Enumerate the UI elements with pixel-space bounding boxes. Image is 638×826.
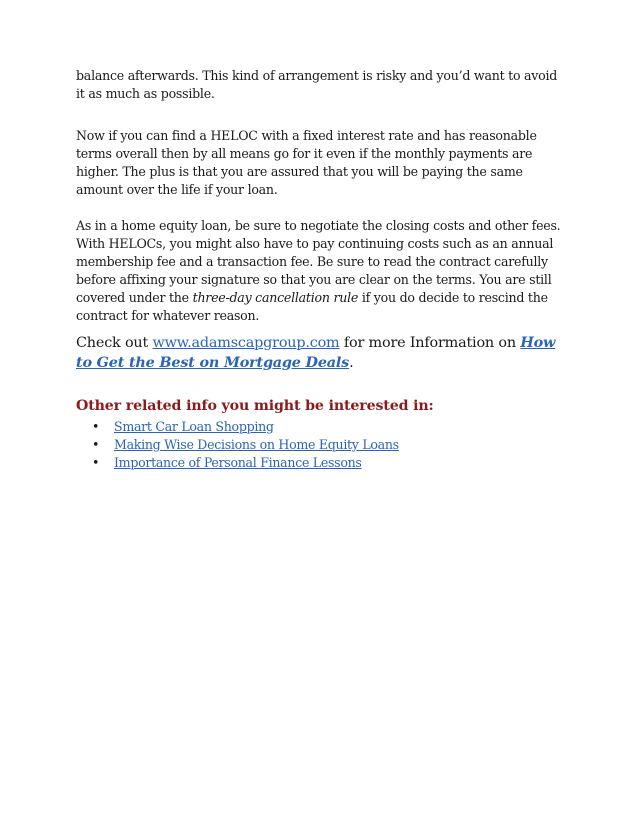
paragraph-closing-costs (76, 217, 566, 325)
bullet-icon: • (92, 437, 100, 452)
paragraph-fixed-rate-heloc: Now if you can find a HELOC with a fixed interest rate and has reasonable terms overall then by all means go for it even if the monthly payments are higher. The plus is that you are assured that you will be paying the same amount over the life if your loan. (76, 128, 537, 197)
document-page (76, 67, 566, 472)
related-link-smart-car-loan[interactable]: Smart Car Loan Shopping (114, 419, 274, 434)
cta-middle: for more Information on (339, 335, 521, 351)
site-link[interactable]: www.adamscapgroup.com (152, 335, 340, 351)
related-link-personal-finance[interactable]: Importance of Personal Finance Lessons (114, 455, 362, 470)
cta-suffix: . (349, 355, 354, 371)
list-item (92, 454, 566, 472)
list-item (92, 436, 566, 454)
related-links-list (76, 418, 566, 472)
bullet-icon: • (92, 455, 100, 470)
paragraph-risk: balance afterwards. This kind of arrangement is risky and you’d want to avoid it as much as possible. (76, 68, 558, 101)
mortgage-deals-link[interactable]: How to Get the Best on Mortgage Deals (76, 334, 556, 371)
cta-prefix: Check out (76, 335, 153, 351)
call-to-action (76, 333, 566, 373)
closing-costs-text-2: if you do decide to rescind the contract for whatever reason. (76, 290, 548, 323)
bullet-icon: • (92, 419, 100, 434)
closing-costs-text-1: As in a home equity loan, be sure to negotiate the closing costs and other fees. With HELOCs, you might also have to pay continuing costs such as an annual membership fee and a transaction fee. Be sure to read the contract carefully before affixing your signature so that you are clear on the terms. You are still covered under the (76, 218, 561, 305)
related-info-heading: Other related info you might be interested in: (76, 398, 434, 414)
related-link-home-equity-loans[interactable]: Making Wise Decisions on Home Equity Loans (114, 437, 399, 452)
cancellation-rule-italic: three-day cancellation rule (192, 290, 359, 305)
list-item (92, 418, 566, 436)
